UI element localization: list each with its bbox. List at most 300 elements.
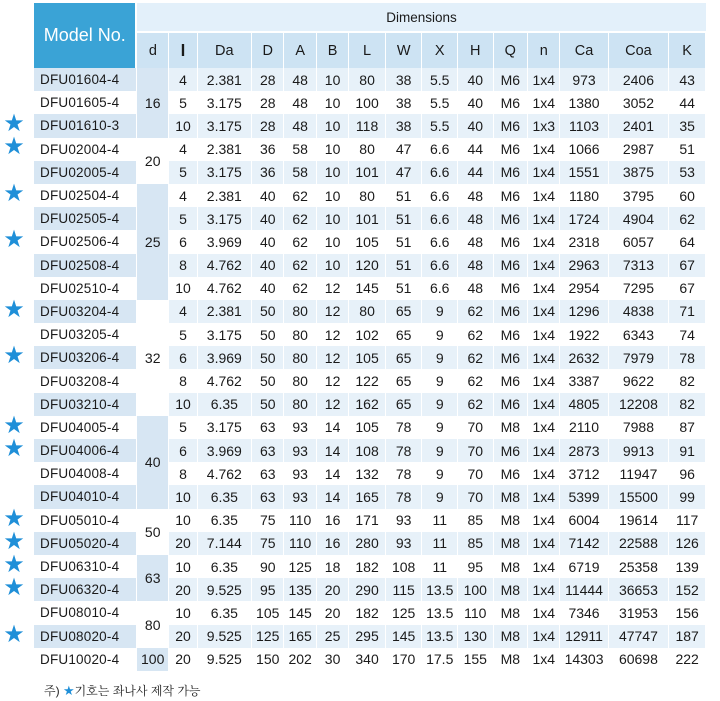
- cell-x: 6.6: [422, 138, 458, 161]
- cell-n: 1x4: [528, 485, 560, 508]
- model-number: DFU03210-4: [34, 393, 136, 416]
- cell-q: M6: [493, 138, 528, 161]
- star-icon: ★: [3, 342, 25, 370]
- cell-a: 145: [284, 601, 316, 624]
- cell-da: 3.175: [197, 207, 251, 230]
- cell-x: 11: [422, 555, 458, 578]
- cell-l: 20: [169, 532, 197, 555]
- cell-d: 40: [252, 207, 284, 230]
- cell-b: 20: [316, 578, 348, 601]
- cell-d: 40: [252, 184, 284, 207]
- cell-h: 44: [458, 138, 494, 161]
- cell-da: 9.525: [197, 625, 251, 648]
- cell-l: 10: [169, 509, 197, 532]
- cell-l: 20: [169, 578, 197, 601]
- model-number: DFU02506-4: [34, 230, 136, 253]
- cell-d: 28: [252, 91, 284, 114]
- cell-x: 9: [422, 485, 458, 508]
- cell-h: 44: [458, 161, 494, 184]
- model-number: DFU01604-4: [34, 68, 136, 91]
- cell-ca: 2110: [560, 416, 608, 439]
- cell-l: 8: [169, 462, 197, 485]
- cell-da: 3.175: [197, 416, 251, 439]
- cell-h: 95: [458, 555, 494, 578]
- cell-a: 48: [284, 68, 316, 91]
- cell-l: 10: [169, 555, 197, 578]
- cell-l: 5: [169, 207, 197, 230]
- diameter-d: 100: [136, 648, 168, 671]
- cell-coa: 2401: [608, 114, 669, 137]
- star-icon: ★: [3, 551, 25, 578]
- cell-w: 38: [385, 114, 422, 137]
- cell-ca: 1180: [560, 184, 608, 207]
- cell-w: 38: [385, 68, 422, 91]
- cell-ca: 5399: [560, 485, 608, 508]
- cell-a: 62: [284, 277, 316, 300]
- cell-da: 4.762: [197, 369, 251, 392]
- cell-q: M6: [493, 207, 528, 230]
- cell-l: 10: [169, 485, 197, 508]
- cell-d: 63: [252, 485, 284, 508]
- cell-k: 117: [669, 509, 706, 532]
- cell-n: 1x4: [528, 230, 560, 253]
- cell-l: 5: [169, 323, 197, 346]
- cell-b: 14: [316, 462, 348, 485]
- cell-d: 105: [252, 601, 284, 624]
- cell-coa: 9913: [608, 439, 669, 462]
- cell-q: M6: [493, 300, 528, 323]
- cell-coa: 6343: [608, 323, 669, 346]
- cell-l: 6: [169, 439, 197, 462]
- cell-d: 36: [252, 161, 284, 184]
- cell-w: 108: [385, 555, 422, 578]
- column-header-n: n: [528, 32, 560, 68]
- cell-k: 78: [669, 346, 706, 369]
- cell-w: 93: [385, 532, 422, 555]
- cell-k: 53: [669, 161, 706, 184]
- cell-h: 155: [458, 648, 494, 671]
- model-number: DFU10020-4: [34, 648, 136, 671]
- cell-n: 1x4: [528, 277, 560, 300]
- cell-h: 40: [458, 91, 494, 114]
- cell-k: 60: [669, 184, 706, 207]
- column-header-a: A: [284, 32, 316, 68]
- cell-q: M8: [493, 416, 528, 439]
- footnote-text: 기호는 좌나사 제작 가능: [74, 684, 201, 698]
- cell-l: 108: [349, 439, 386, 462]
- cell-l: 8: [169, 369, 197, 392]
- star-icon: ★: [3, 179, 25, 207]
- cell-ca: 1922: [560, 323, 608, 346]
- cell-n: 1x4: [528, 601, 560, 624]
- cell-x: 9: [422, 393, 458, 416]
- star-icon: ★: [3, 574, 25, 602]
- cell-ca: 11444: [560, 578, 608, 601]
- cell-ca: 1296: [560, 300, 608, 323]
- model-number: DFU02004-4: [34, 138, 136, 161]
- cell-d: 75: [252, 509, 284, 532]
- cell-d: 50: [252, 369, 284, 392]
- cell-b: 10: [316, 230, 348, 253]
- cell-w: 78: [385, 439, 422, 462]
- cell-x: 13.5: [422, 578, 458, 601]
- cell-a: 80: [284, 323, 316, 346]
- cell-l: 4: [169, 138, 197, 161]
- cell-n: 1x4: [528, 625, 560, 648]
- footnote: [44, 682, 201, 699]
- cell-b: 12: [316, 393, 348, 416]
- cell-ca: 4805: [560, 393, 608, 416]
- column-header-w: W: [385, 32, 422, 68]
- cell-da: 3.175: [197, 91, 251, 114]
- cell-x: 13.5: [422, 601, 458, 624]
- cell-da: 2.381: [197, 300, 251, 323]
- cell-l: 8: [169, 254, 197, 277]
- cell-w: 51: [385, 254, 422, 277]
- cell-q: M8: [493, 532, 528, 555]
- cell-ca: 1066: [560, 138, 608, 161]
- cell-a: 48: [284, 114, 316, 137]
- cell-h: 62: [458, 346, 494, 369]
- column-header-coa: Coa: [608, 32, 669, 68]
- cell-x: 6.6: [422, 230, 458, 253]
- cell-n: 1x4: [528, 346, 560, 369]
- cell-x: 6.6: [422, 277, 458, 300]
- cell-ca: 14303: [560, 648, 608, 671]
- column-header-d: d: [136, 32, 168, 68]
- cell-a: 125: [284, 555, 316, 578]
- cell-k: 43: [669, 68, 706, 91]
- cell-l: 171: [349, 509, 386, 532]
- cell-l: 5: [169, 416, 197, 439]
- cell-x: 9: [422, 416, 458, 439]
- table-row: [34, 532, 706, 555]
- cell-q: M6: [493, 68, 528, 91]
- cell-x: 6.6: [422, 254, 458, 277]
- spec-table: [34, 3, 706, 671]
- cell-b: 16: [316, 509, 348, 532]
- table-row: [34, 439, 706, 462]
- cell-d: 150: [252, 648, 284, 671]
- cell-da: 3.175: [197, 161, 251, 184]
- model-number: DFU03205-4: [34, 323, 136, 346]
- column-header-h: H: [458, 32, 494, 68]
- cell-n: 1x4: [528, 323, 560, 346]
- cell-ca: 1103: [560, 114, 608, 137]
- cell-d: 50: [252, 393, 284, 416]
- cell-l: 105: [349, 346, 386, 369]
- model-number: DFU02005-4: [34, 161, 136, 184]
- cell-k: 91: [669, 439, 706, 462]
- model-number: DFU08020-4: [34, 625, 136, 648]
- cell-ca: 3712: [560, 462, 608, 485]
- model-number: DFU03208-4: [34, 369, 136, 392]
- cell-n: 1x4: [528, 161, 560, 184]
- cell-da: 9.525: [197, 578, 251, 601]
- cell-q: M8: [493, 625, 528, 648]
- star-icon: ★: [3, 504, 25, 532]
- cell-d: 95: [252, 578, 284, 601]
- table-row: [34, 393, 706, 416]
- table-row: [34, 207, 706, 230]
- cell-da: 4.762: [197, 462, 251, 485]
- cell-a: 80: [284, 346, 316, 369]
- cell-h: 85: [458, 532, 494, 555]
- cell-d: 50: [252, 300, 284, 323]
- star-icon: ★: [3, 435, 25, 462]
- cell-d: 28: [252, 114, 284, 137]
- model-number: DFU08010-4: [34, 601, 136, 624]
- cell-b: 12: [316, 346, 348, 369]
- model-no-header: Model No.: [34, 3, 136, 68]
- cell-l: 118: [349, 114, 386, 137]
- cell-coa: 3052: [608, 91, 669, 114]
- table-row: [34, 254, 706, 277]
- model-number: DFU04006-4: [34, 439, 136, 462]
- table-row: [34, 625, 706, 648]
- cell-coa: 3795: [608, 184, 669, 207]
- cell-q: M6: [493, 230, 528, 253]
- cell-l: 4: [169, 68, 197, 91]
- cell-h: 48: [458, 207, 494, 230]
- cell-x: 9: [422, 323, 458, 346]
- cell-n: 1x4: [528, 91, 560, 114]
- cell-w: 65: [385, 323, 422, 346]
- cell-d: 75: [252, 532, 284, 555]
- cell-d: 90: [252, 555, 284, 578]
- cell-k: 187: [669, 625, 706, 648]
- cell-ca: 973: [560, 68, 608, 91]
- cell-l: 102: [349, 323, 386, 346]
- cell-w: 51: [385, 277, 422, 300]
- cell-w: 65: [385, 393, 422, 416]
- table-row: [34, 300, 706, 323]
- cell-b: 10: [316, 91, 348, 114]
- column-header-l: l: [169, 32, 197, 68]
- cell-n: 1x4: [528, 369, 560, 392]
- cell-a: 93: [284, 485, 316, 508]
- cell-coa: 2406: [608, 68, 669, 91]
- cell-q: M8: [493, 648, 528, 671]
- cell-coa: 12208: [608, 393, 669, 416]
- cell-x: 9: [422, 462, 458, 485]
- cell-q: M8: [493, 509, 528, 532]
- cell-l: 10: [169, 277, 197, 300]
- diameter-d: 80: [136, 601, 168, 647]
- cell-da: 2.381: [197, 138, 251, 161]
- cell-x: 9: [422, 369, 458, 392]
- cell-da: 9.525: [197, 648, 251, 671]
- cell-q: M8: [493, 601, 528, 624]
- cell-b: 10: [316, 138, 348, 161]
- cell-coa: 7979: [608, 346, 669, 369]
- cell-h: 62: [458, 369, 494, 392]
- cell-da: 4.762: [197, 254, 251, 277]
- cell-k: 82: [669, 393, 706, 416]
- cell-da: 3.969: [197, 439, 251, 462]
- model-number: DFU03206-4: [34, 346, 136, 369]
- cell-coa: 31953: [608, 601, 669, 624]
- model-number: DFU02505-4: [34, 207, 136, 230]
- cell-w: 78: [385, 462, 422, 485]
- cell-q: M6: [493, 439, 528, 462]
- cell-l: 10: [169, 601, 197, 624]
- cell-b: 14: [316, 439, 348, 462]
- cell-d: 36: [252, 138, 284, 161]
- cell-w: 78: [385, 485, 422, 508]
- diameter-d: 16: [136, 68, 168, 138]
- cell-d: 28: [252, 68, 284, 91]
- cell-b: 10: [316, 68, 348, 91]
- model-number: DFU02510-4: [34, 277, 136, 300]
- cell-w: 170: [385, 648, 422, 671]
- model-number: DFU04005-4: [34, 416, 136, 439]
- cell-da: 4.762: [197, 277, 251, 300]
- footnote-prefix: 주): [44, 684, 60, 698]
- cell-x: 9: [422, 300, 458, 323]
- star-icon: ★: [3, 226, 25, 254]
- table-row: [34, 416, 706, 439]
- cell-l: 5: [169, 161, 197, 184]
- cell-l: 20: [169, 648, 197, 671]
- cell-h: 130: [458, 625, 494, 648]
- table-row: [34, 230, 706, 253]
- cell-ca: 1724: [560, 207, 608, 230]
- cell-coa: 4838: [608, 300, 669, 323]
- star-icon: ★: [62, 683, 75, 698]
- cell-l: 280: [349, 532, 386, 555]
- cell-d: 63: [252, 416, 284, 439]
- model-number: DFU03204-4: [34, 300, 136, 323]
- cell-w: 47: [385, 161, 422, 184]
- cell-l: 105: [349, 416, 386, 439]
- column-header-b: B: [316, 32, 348, 68]
- cell-w: 125: [385, 601, 422, 624]
- model-number: DFU05020-4: [34, 532, 136, 555]
- cell-b: 30: [316, 648, 348, 671]
- cell-q: M6: [493, 184, 528, 207]
- cell-k: 139: [669, 555, 706, 578]
- cell-k: 99: [669, 485, 706, 508]
- cell-a: 62: [284, 207, 316, 230]
- cell-x: 6.6: [422, 161, 458, 184]
- cell-l: 162: [349, 393, 386, 416]
- cell-h: 70: [458, 485, 494, 508]
- cell-d: 63: [252, 462, 284, 485]
- cell-k: 51: [669, 138, 706, 161]
- cell-coa: 3875: [608, 161, 669, 184]
- cell-k: 62: [669, 207, 706, 230]
- cell-d: 40: [252, 230, 284, 253]
- cell-b: 14: [316, 485, 348, 508]
- cell-d: 40: [252, 254, 284, 277]
- cell-h: 48: [458, 230, 494, 253]
- cell-h: 100: [458, 578, 494, 601]
- cell-l: 182: [349, 601, 386, 624]
- star-icon: ★: [3, 620, 25, 648]
- cell-a: 62: [284, 230, 316, 253]
- cell-ca: 7142: [560, 532, 608, 555]
- cell-x: 9: [422, 346, 458, 369]
- cell-ca: 1551: [560, 161, 608, 184]
- cell-l: 295: [349, 625, 386, 648]
- cell-q: M6: [493, 254, 528, 277]
- cell-ca: 2632: [560, 346, 608, 369]
- cell-d: 63: [252, 439, 284, 462]
- cell-b: 14: [316, 416, 348, 439]
- cell-ca: 2954: [560, 277, 608, 300]
- cell-coa: 25358: [608, 555, 669, 578]
- cell-h: 85: [458, 509, 494, 532]
- cell-q: M6: [493, 346, 528, 369]
- column-header-d: D: [252, 32, 284, 68]
- cell-x: 13.5: [422, 625, 458, 648]
- cell-coa: 22588: [608, 532, 669, 555]
- table-row: [34, 91, 706, 114]
- table-row: [34, 648, 706, 671]
- cell-b: 25: [316, 625, 348, 648]
- cell-n: 1x4: [528, 555, 560, 578]
- cell-coa: 6057: [608, 230, 669, 253]
- cell-b: 10: [316, 254, 348, 277]
- cell-ca: 1380: [560, 91, 608, 114]
- cell-w: 65: [385, 369, 422, 392]
- table-row: [34, 578, 706, 601]
- cell-a: 93: [284, 462, 316, 485]
- cell-b: 10: [316, 207, 348, 230]
- cell-q: M8: [493, 485, 528, 508]
- cell-coa: 7313: [608, 254, 669, 277]
- cell-w: 47: [385, 138, 422, 161]
- cell-da: 3.175: [197, 114, 251, 137]
- cell-b: 10: [316, 114, 348, 137]
- cell-l: 80: [349, 68, 386, 91]
- cell-l: 6: [169, 230, 197, 253]
- cell-coa: 36653: [608, 578, 669, 601]
- cell-w: 51: [385, 207, 422, 230]
- cell-n: 1x3: [528, 114, 560, 137]
- cell-coa: 7295: [608, 277, 669, 300]
- table-row: [34, 114, 706, 137]
- cell-h: 40: [458, 114, 494, 137]
- cell-d: 50: [252, 323, 284, 346]
- dimensions-header: Dimensions: [136, 3, 705, 32]
- cell-b: 20: [316, 601, 348, 624]
- column-header-ca: Ca: [560, 32, 608, 68]
- cell-h: 62: [458, 393, 494, 416]
- star-marker-column: [0, 0, 32, 701]
- diameter-d: 32: [136, 300, 168, 416]
- table-row: [34, 462, 706, 485]
- column-header-q: Q: [493, 32, 528, 68]
- cell-k: 222: [669, 648, 706, 671]
- cell-coa: 2987: [608, 138, 669, 161]
- cell-k: 96: [669, 462, 706, 485]
- cell-n: 1x4: [528, 207, 560, 230]
- cell-q: M6: [493, 369, 528, 392]
- cell-l: 101: [349, 161, 386, 184]
- cell-l: 120: [349, 254, 386, 277]
- cell-n: 1x4: [528, 416, 560, 439]
- diameter-d: 50: [136, 509, 168, 555]
- cell-h: 70: [458, 416, 494, 439]
- cell-a: 93: [284, 439, 316, 462]
- cell-x: 6.6: [422, 207, 458, 230]
- cell-q: M8: [493, 555, 528, 578]
- cell-n: 1x4: [528, 68, 560, 91]
- cell-l: 145: [349, 277, 386, 300]
- cell-b: 12: [316, 369, 348, 392]
